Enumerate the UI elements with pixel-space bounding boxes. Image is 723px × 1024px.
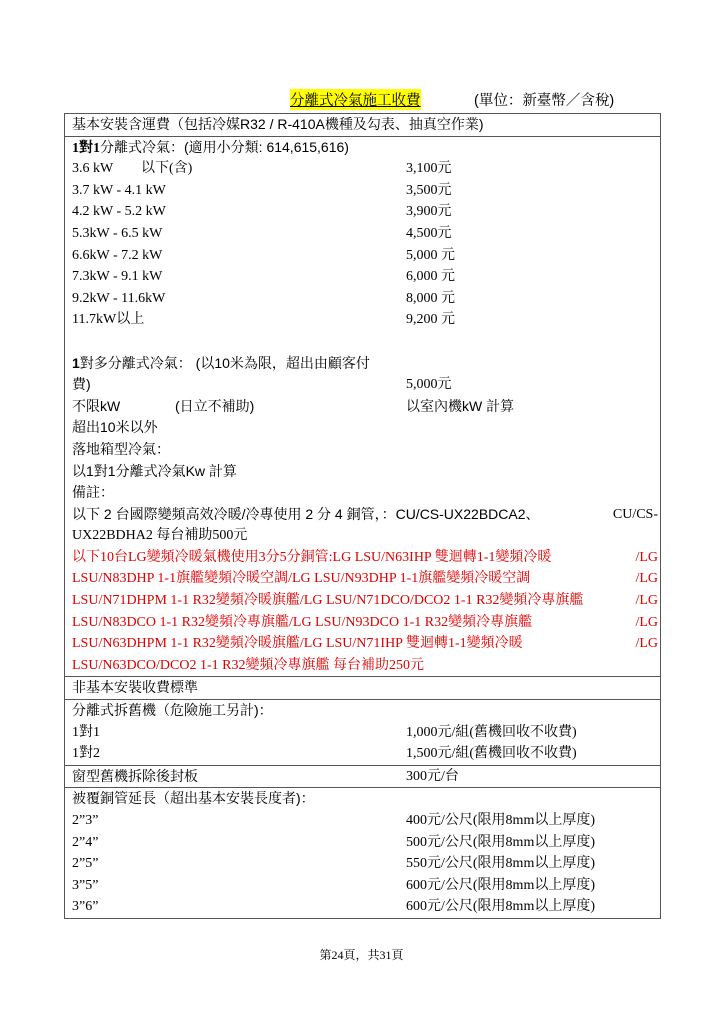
row-label: 1對1 — [72, 724, 100, 740]
multi-kw-text: 不限kW — [72, 397, 121, 414]
lg-note-tail: /LG — [635, 636, 658, 652]
multi-calc-text: 以室內機kW 計算 — [406, 397, 515, 414]
lg-note-tail: /LG — [635, 549, 658, 565]
pipe-section — [65, 787, 660, 918]
multi-line4: 超出10米以外 — [72, 419, 158, 436]
table-row — [72, 266, 660, 288]
multi-label: 對多分離式冷氣： (以10米為限，超出由顧客付 — [79, 354, 370, 371]
row-price: 6,000 元 — [406, 269, 455, 285]
floor-type-calc: 以1對1分離式冷氣Kw 計算 — [72, 462, 237, 479]
lg-note-text: LSU/N63DCO/DCO2 1-1 R32變頻冷專旗艦 每台補助250元 — [72, 657, 424, 673]
row-price: 3,100元 — [406, 161, 452, 177]
row-label: 2”5” — [72, 856, 99, 872]
lg-note-line — [72, 547, 660, 569]
title-row — [0, 89, 723, 111]
window-price: 300元/台 — [406, 768, 459, 784]
kw-range: 6.6kW - 7.2 kW — [72, 247, 163, 263]
row-price: 5,000 元 — [406, 247, 455, 263]
window-row — [72, 766, 660, 788]
removal-section — [65, 699, 660, 765]
one-to-one-label: 分離式冷氣：(適用小分類: 614,615,616) — [100, 138, 349, 155]
table-row — [72, 180, 660, 202]
row-price: 500元/公尺(限用8mm以上厚度) — [406, 834, 595, 850]
kw-range: 3.6 kW 以下(含) — [72, 161, 193, 177]
kw-range: 9.2kW - 11.6kW — [72, 290, 166, 306]
multi-line3 — [72, 396, 660, 418]
row-price: 9,200 元 — [406, 312, 455, 328]
multi-price: 5,000元 — [406, 377, 452, 393]
table-row — [72, 245, 660, 267]
lg-note-tail: /LG — [635, 593, 658, 609]
row-price: 1,000元/組(舊機回收不收費) — [406, 724, 577, 740]
table-row — [72, 896, 660, 918]
one-to-one-price-list — [72, 158, 660, 331]
table-row — [72, 832, 660, 854]
row-price: 400元/公尺(限用8mm以上厚度) — [406, 813, 595, 828]
kw-range: 11.7kW以上 — [72, 312, 145, 328]
table-row — [72, 309, 660, 331]
panasonic-note-line1 — [72, 504, 660, 526]
non-basic-heading-row — [65, 676, 660, 699]
table-row — [72, 223, 660, 245]
kw-range: 3.7 kW - 4.1 kW — [72, 182, 166, 198]
row-label: 1對2 — [72, 746, 100, 762]
multi-bold: 1 — [72, 354, 80, 371]
lg-note-line — [72, 568, 660, 590]
panasonic-note-line2: UX22BDHA2 每台補助500元 — [72, 528, 248, 544]
table-row — [72, 743, 660, 765]
lg-note-line — [72, 633, 660, 655]
table-row — [72, 288, 660, 310]
lg-note-line — [72, 590, 660, 612]
basic-content — [65, 136, 660, 677]
one-to-one-heading — [72, 137, 660, 159]
row-price: 1,500元/組(舊機回收不收費) — [406, 746, 577, 762]
multi-line2-text: 費) — [72, 376, 91, 393]
window-label: 窗型舊機拆除後封板 — [72, 767, 198, 784]
floor-type-heading: 落地箱型冷氣： — [72, 440, 170, 457]
row-label: 3”6” — [72, 899, 99, 915]
table-row — [72, 201, 660, 223]
unit-note: (單位：新臺幣／含稅) — [474, 93, 615, 109]
table-row — [72, 158, 660, 180]
document-title: 分離式冷氣施工收費 — [290, 89, 421, 110]
window-section — [65, 765, 660, 788]
row-price: 3,900元 — [406, 204, 452, 220]
multi-line2 — [72, 374, 660, 396]
lg-note-text: LSU/N63DHPM 1-1 R32變頻冷暖旗艦/LG LSU/N71IHP 雙迴轉1-1變頻冷暖 — [72, 636, 523, 652]
table-row — [72, 875, 660, 897]
fee-table — [64, 113, 661, 919]
lg-note-text: LSU/N83DHP 1-1旗艦變頻冷暖空調/LG LSU/N93DHP 1-1旗艦變頻冷暖空調 — [72, 571, 531, 587]
removal-price-list — [72, 722, 660, 765]
page-footer: 第24頁，共31頁 — [319, 948, 404, 962]
row-price: 550元/公尺(限用8mm以上厚度) — [406, 856, 595, 872]
lg-note-line — [72, 655, 660, 677]
panasonic-note-text: 以下 2 台國際變頻高效冷暖/冷專使用 2 分 4 銅管，：CU/CS-UX22BDCA2、 — [72, 505, 540, 522]
lg-note-tail: /LG — [635, 614, 658, 630]
lg-note-text: 以下10台LG變頻冷暖氣機使用3分5分銅管:LG LSU/N63IHP 雙迴轉1-1變頻冷暖 — [72, 549, 552, 565]
row-price: 8,000 元 — [406, 290, 455, 306]
basic-heading-row — [65, 114, 660, 136]
pipe-heading: 被覆銅管延長（超出基本安裝長度者)： — [72, 790, 315, 807]
lg-note-text: LSU/N71DHPM 1-1 R32變頻冷暖旗艦/LG LSU/N71DCO/DCO2 1-1 R32變頻冷專旗艦 — [72, 593, 584, 609]
lg-note-tail: /LG — [635, 571, 658, 587]
multi-heading — [72, 353, 660, 375]
kw-range: 4.2 kW - 5.2 kW — [72, 204, 166, 220]
lg-note — [72, 547, 660, 677]
row-label: 3”5” — [72, 877, 99, 893]
spacer — [72, 331, 660, 353]
row-label: 2”4” — [72, 834, 99, 850]
table-row — [72, 722, 660, 744]
row-price: 600元/公尺(限用8mm以上厚度) — [406, 877, 595, 893]
pipe-price-list — [72, 810, 660, 918]
lg-note-text: LSU/N83DCO 1-1 R32變頻冷專旗艦/LG LSU/N93DCO 1-1 R32變頻冷專旗艦 — [72, 614, 533, 630]
panasonic-note-tail: CU/CS- — [612, 506, 658, 522]
row-price: 4,500元 — [406, 225, 452, 241]
one-to-one-bold: 1對1 — [72, 140, 100, 156]
row-price: 3,500元 — [406, 182, 452, 198]
removal-heading: 分離式拆舊機（危險施工另計)： — [72, 702, 273, 719]
row-price: 600元/公尺(限用8mm以上厚度) — [406, 899, 595, 915]
table-row — [72, 853, 660, 875]
kw-range: 7.3kW - 9.1 kW — [72, 269, 163, 285]
lg-note-line — [72, 612, 660, 634]
row-label: 2”3” — [72, 813, 99, 828]
basic-heading: 基本安裝含運費（包括冷媒R32 / R-410A機種及勾表、抽真空作業) — [72, 116, 484, 132]
remarks-heading: 備註： — [72, 484, 114, 501]
non-basic-heading: 非基本安裝收費標準 — [72, 679, 198, 696]
hitachi-note: (日立不補助) — [175, 397, 255, 414]
kw-range: 5.3kW - 6.5 kW — [72, 225, 163, 241]
table-row — [72, 810, 660, 832]
